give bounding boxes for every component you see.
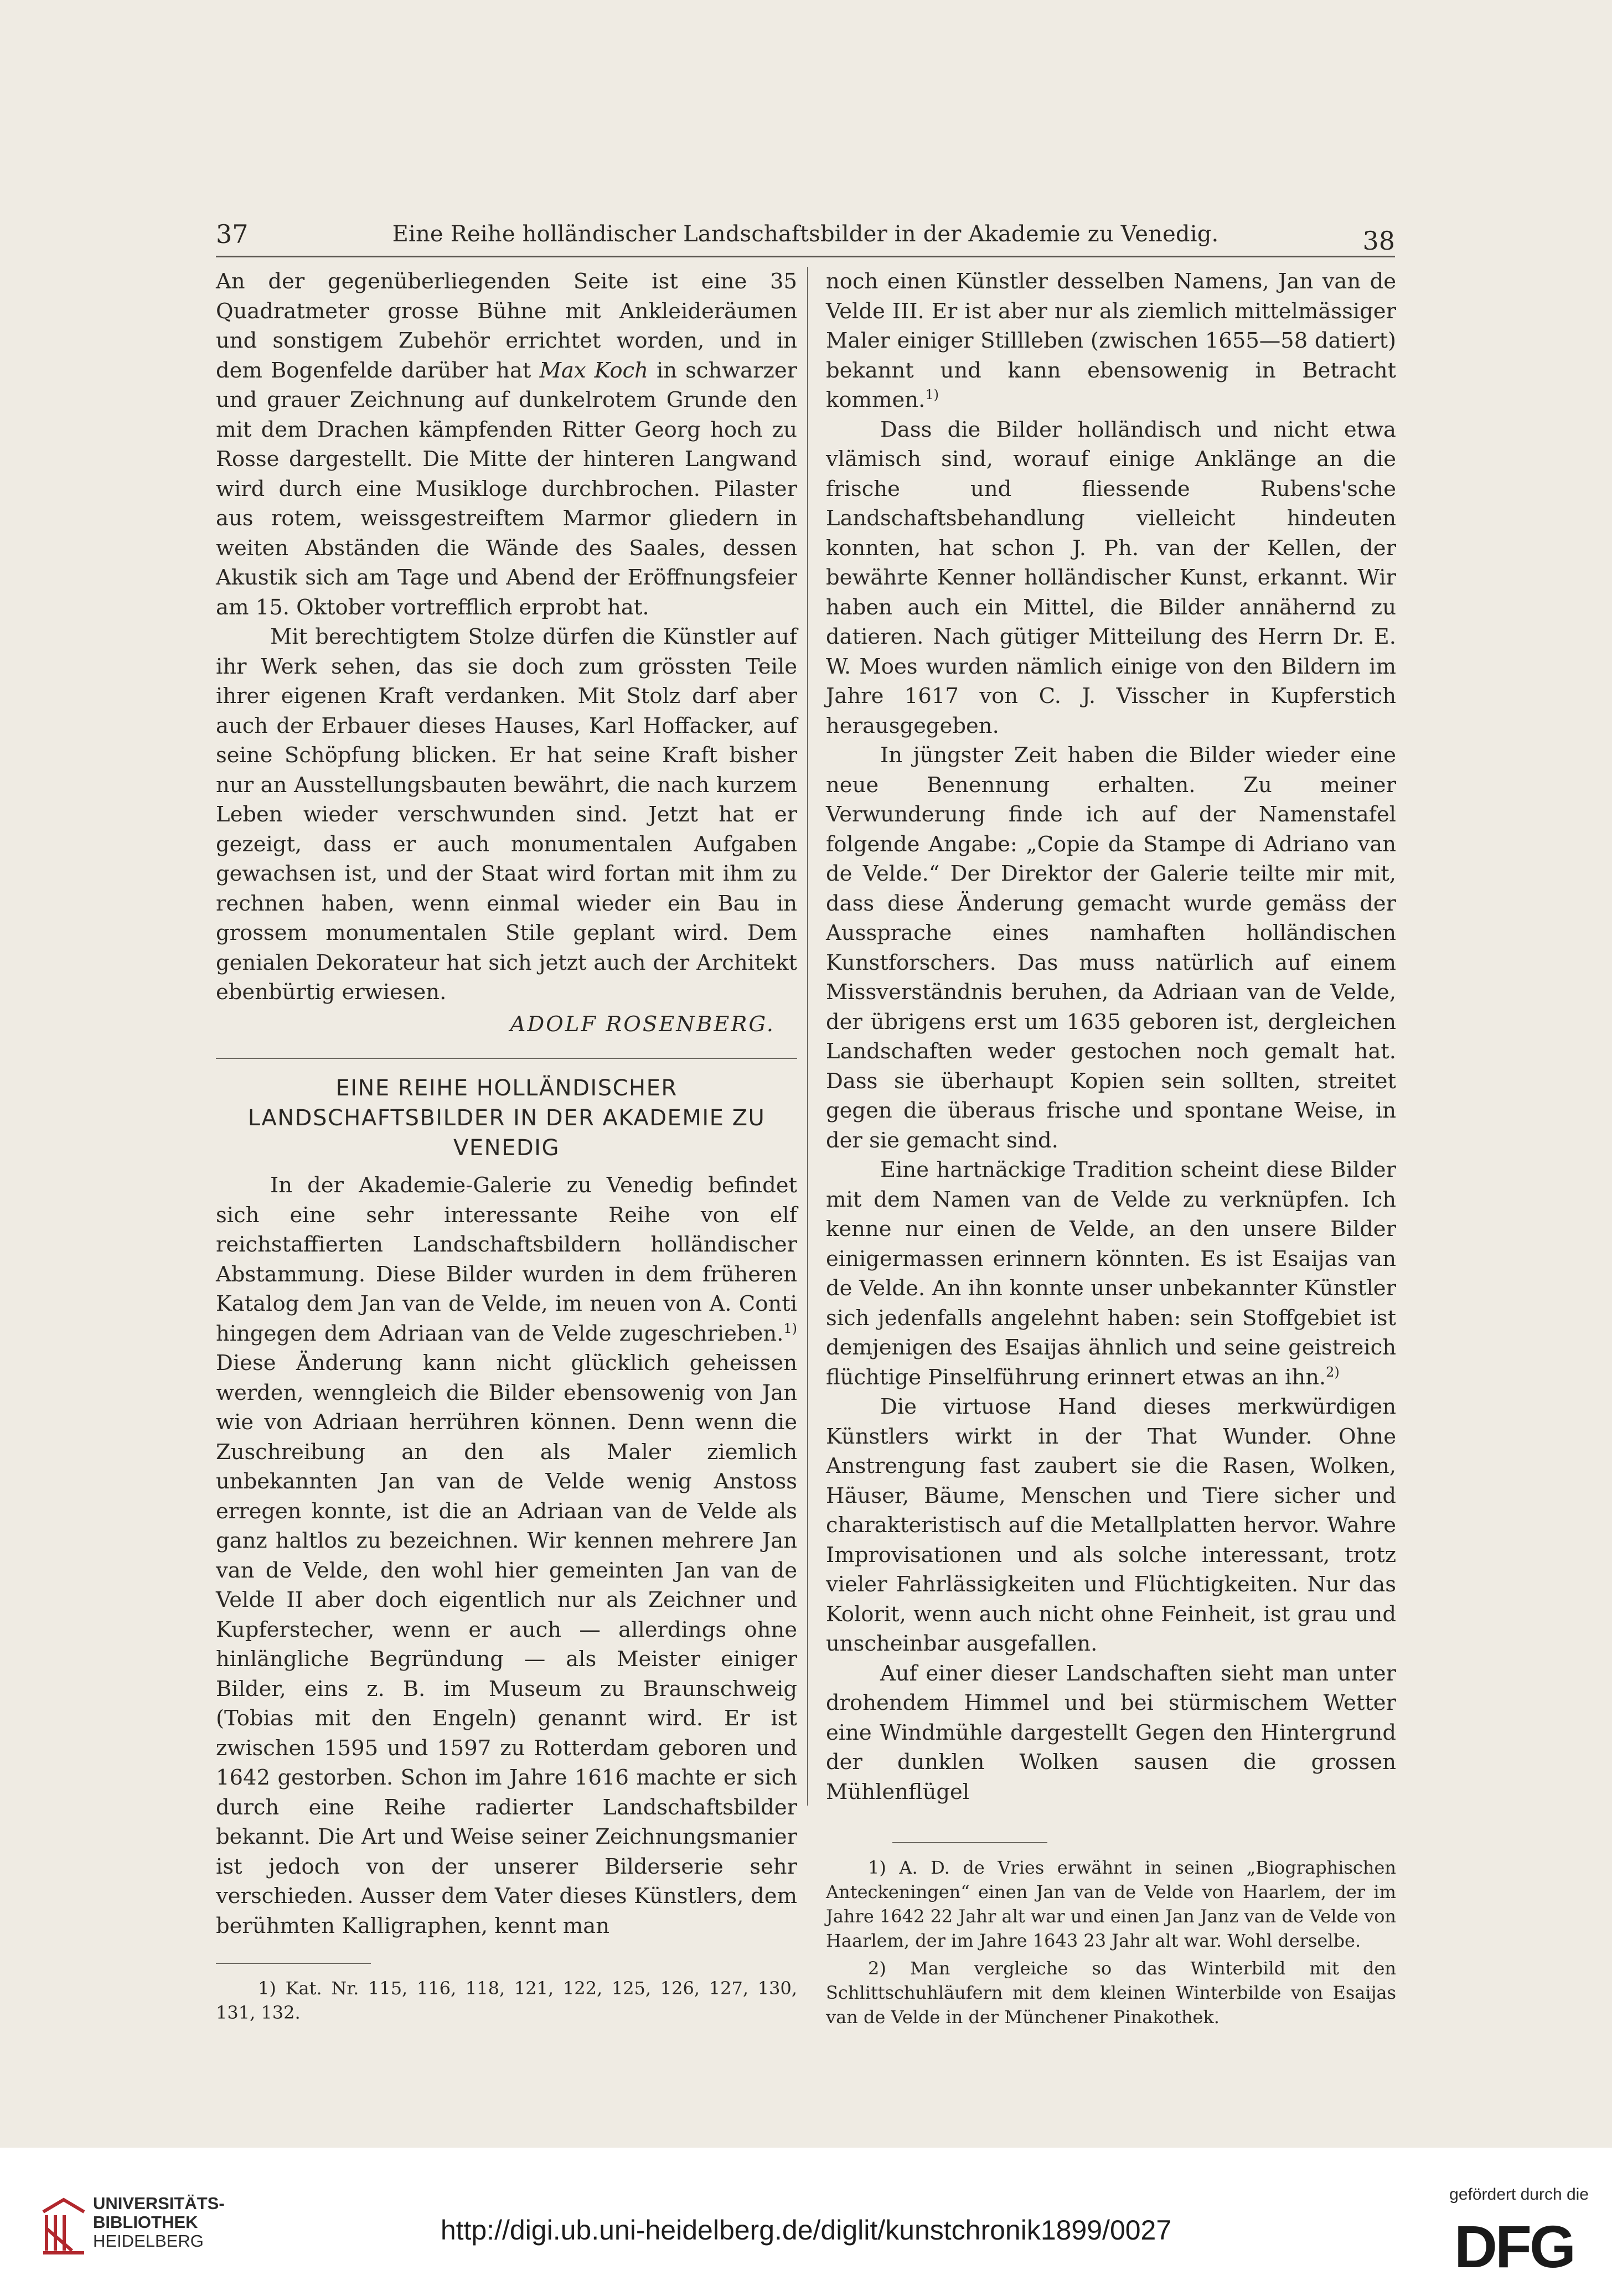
- article-title: EINE REIHE HOLLÄNDISCHER LANDSCHAFTSBILDER IN DER AKADEMIE ZU VENEDIG: [247, 1075, 766, 1161]
- footnote: 1) Kat. Nr. 115, 116, 118, 121, 122, 125, 126, 127, 130, 131, 132.: [216, 1978, 797, 2023]
- library-name-line: HEIDELBERG: [93, 2231, 204, 2251]
- library-name-line: BIBLIOTHEK: [93, 2212, 198, 2232]
- artist-name: Max Koch: [539, 358, 648, 383]
- left-column: [216, 267, 797, 2028]
- page-number-left: 37: [216, 219, 249, 249]
- text-run: Diese Änderung kann nicht glücklich geheissen werden, wenngleich die Bilder ebensowenig von Jan wie von Adriaan herrühren können. Denn wenn die Zuschreibung an den als Maler ziemlich unbekannten Jan van de Velde wenig Anstoss erregen konnte, ist die an Adriaan van de Velde als ganz haltlos zu bezeichnen. Wir kennen mehrere Jan van de Velde, den wohl hier gemeinten Jan van de Velde II aber doch eigentlich nur als Zeichner und Kupferstecher, wenn er auch — allerdings ohne hinlängliche Begründung — als Meister einiger Bilder, eins z. B. im Museum zu Braunschweig (Tobias mit den Engeln) genannt wird. Er ist zwischen 1595 und 1597 zu Rotterdam geboren und 1642 gestorben. Schon im Jahre 1616 machte er sich durch eine Reihe radierter Landschaftsbilder bekannt. Die Art und Weise seiner Zeichnungsmanier ist jedoch von der unserer Bilderserie sehr verschieden. Ausser dem Vater dieses Künstlers, dem berühmten Kalligraphen, kennt man: [216, 1351, 797, 1938]
- text-run: In der Akademie-Galerie zu Venedig befindet sich eine sehr interessante Reihe von elf reichstaffierten Landschaftsbildern holländischer Abstammung. Diese Bilder wurden in dem früheren Katalog dem Jan van de Velde, im neuen von A. Conti hingegen dem Adriaan van de Velde zugeschrieben.: [216, 1173, 797, 1346]
- permalink-url[interactable]: http://digi.ub.uni-heidelberg.de/diglit/kunstchronik1899/0027: [440, 2215, 1172, 2246]
- footnote-ref[interactable]: 2): [1326, 1364, 1340, 1380]
- text-run: Eine hartnäckige Tradition scheint diese Bilder mit dem Namen van de Velde zu verknüpfen. Ich kenne nur einen de Velde, an den unsere Bilder einigermassen erinnern könnten. Es ist Esaijas van de Velde. An ihn konnte unser unbekannter Künstler sich jedenfalls angelehnt haben: sein Stoffgebiet ist demjenigen des Esaijas ähnlich und seine geistreich flüchtige Pinselführung erinnert etwas an ihn.: [826, 1157, 1396, 1390]
- paragraph: Auf einer dieser Landschaften sieht man unter drohendem Himmel und bei stürmischem Wetter eine Windmühle dargestellt Gegen den Hintergrund der dunklen Wolken sausen die grossen Mühlenflügel: [826, 1661, 1396, 1804]
- text-run: An der gegenüberliegenden Seite ist eine 35 Quadratmeter grosse Bühne mit Ankleideräumen und sonstigem Zubehör errichtet worden, und in dem Bogenfelde darüber hat: [216, 269, 797, 383]
- running-title: Eine Reihe holländischer Landschaftsbilder in der Akademie zu Venedig.: [392, 221, 1219, 247]
- footnote-ref[interactable]: 1): [925, 387, 939, 403]
- text-run: noch einen Künstler desselben Namens, Jan van de Velde III. Er ist aber nur als ziemlich mittelmässiger Maler einiger Stillleben (zwischen 1655—58 datiert) bekannt und kann ebensowenig in Betracht kommen.: [826, 269, 1396, 412]
- paragraph: [216, 267, 797, 622]
- section-divider: [216, 1058, 797, 1059]
- footnotes: [216, 1976, 797, 2025]
- library-name-line: UNIVERSITÄTS-: [93, 2194, 225, 2213]
- footnotes: [826, 1855, 1396, 2029]
- header-rule: [216, 256, 1395, 257]
- footnote-ref[interactable]: 1): [783, 1320, 797, 1336]
- paragraph: In jüngster Zeit haben die Bilder wieder eine neue Benennung erhalten. Zu meiner Verwunderung finde ich auf der Namenstafel folgende Angabe: „Copie da Stampe di Adriano van de Velde.“ Der Direktor der Galerie teilte mir mit, dass diese Änderung gemacht wurde gemäss der Aussprache eines namhaften holländischen Kunstforschers. Das muss natürlich auf einem Missverständnis beruhen, da Adriaan van de Velde, der übrigens erst um 1635 geboren ist, dergleichen Landschaften weder gestochen noch gemalt hat. Dass sie überhaupt Kopien sein sollten, streitet gegen die überaus frische und spontane Weise, in der sie gemacht sind.: [826, 743, 1396, 1153]
- paragraph: Mit berechtigtem Stolze dürfen die Künstler auf ihr Werk sehen, das sie doch zum grössten Teile ihrer eigenen Kraft verdanken. Mit Stolz darf aber auch der Erbauer dieses Hauses, Karl Hoffacker, auf seine Schöpfung blicken. Er hat seine Kraft bisher nur an Ausstellungsbauten bewährt, die nach kurzem Leben wieder verschwunden sind. Jetzt hat er gezeigt, dass er auch monumentalen Aufgaben gewachsen ist, und der Staat wird fortan mit ihm zu rechnen haben, wenn einmal wieder ein Bau in grossem monumentalen Stile geplant wird. Dem genialen Dekorateur hat sich jetzt auch der Architekt ebenbürtig erwiesen.: [216, 624, 797, 1005]
- author-signature: ADOLF ROSENBERG.: [510, 1011, 775, 1037]
- page-number-right: 38: [1362, 226, 1395, 256]
- right-column: [826, 267, 1396, 2033]
- paragraph: [216, 1171, 797, 1941]
- funding-note: gefördert durch die: [1449, 2185, 1589, 2204]
- footnote: 1) A. D. de Vries erwähnt in seinen „Biographischen Anteckeningen“ einen Jan van de Velde von Haarlem, der im Jahre 1642 22 Jahr alt war und einen Jan Janz van de Velde von Haarlem, der im Jahre 1643 23 Jahr alt war. Wohl derselbe.: [826, 1857, 1396, 1951]
- paragraph: Die virtuose Hand dieses merkwürdigen Künstlers wirkt in der That Wunder. Ohne Anstrengung fast zaubert sie die Rasen, Wolken, Häuser, Bäume, Menschen und Tiere sicher und charakteristisch auf die Metallplatten hervor. Wahre Improvisationen und als solche interessant, trotz vieler Fahrlässigkeiten und Flüchtigkeiten. Nur das Kolorit, wenn auch nicht ohne Feinheit, ist grau und unscheinbar ausgefallen.: [826, 1394, 1396, 1656]
- footnote: 2) Man vergleiche so das Winterbild mit den Schlittschuhläufern mit dem kleinen Winterbilde von Esaijas van de Velde in der Münchener Pinakothek.: [826, 1958, 1396, 2028]
- dfg-logo-text: DFG: [1454, 2220, 1574, 2273]
- footnote-rule: [892, 1842, 1047, 1843]
- running-head: [216, 215, 1395, 254]
- paragraph: Dass die Bilder holländisch und nicht etwa vlämisch sind, worauf einige Anklänge an die frische und fliessende Rubens'sche Landschaftsbehandlung vielleicht hindeuten konnten, hat schon J. Ph. van der Kellen, der bewährte Kenner holländischer Kunst, erkannt. Wir haben auch ein Mittel, die Bilder annähernd zu datieren. Nach gütiger Mitteilung des Herrn Dr. E. W. Moes wurden nämlich einige von den Bildern im Jahre 1617 von C. J. Visscher in Kupferstich herausgegeben.: [826, 417, 1396, 738]
- dfg-logo-icon: [1439, 2220, 1589, 2273]
- column-divider: [807, 267, 808, 1806]
- footnote-rule: [216, 1963, 371, 1964]
- digitization-footer: [0, 2148, 1612, 2296]
- paragraph: [826, 1155, 1396, 1392]
- paragraph: [826, 267, 1396, 415]
- text-run: in schwarzer und grauer Zeichnung auf dunkelrotem Grunde den mit dem Drachen kämpfenden Ritter Georg hoch zu Rosse dargestellt. Die Mitte der hinteren Langwand wird durch eine Musikloge durchbrochen. Pilaster aus rotem, weissgestreiftem Marmor gliedern in weiten Abständen die Wände des Saales, dessen Akustik sich am Tage und Abend der Eröffnungsfeier am 15. Oktober vortrefflich erprobt hat.: [216, 358, 798, 620]
